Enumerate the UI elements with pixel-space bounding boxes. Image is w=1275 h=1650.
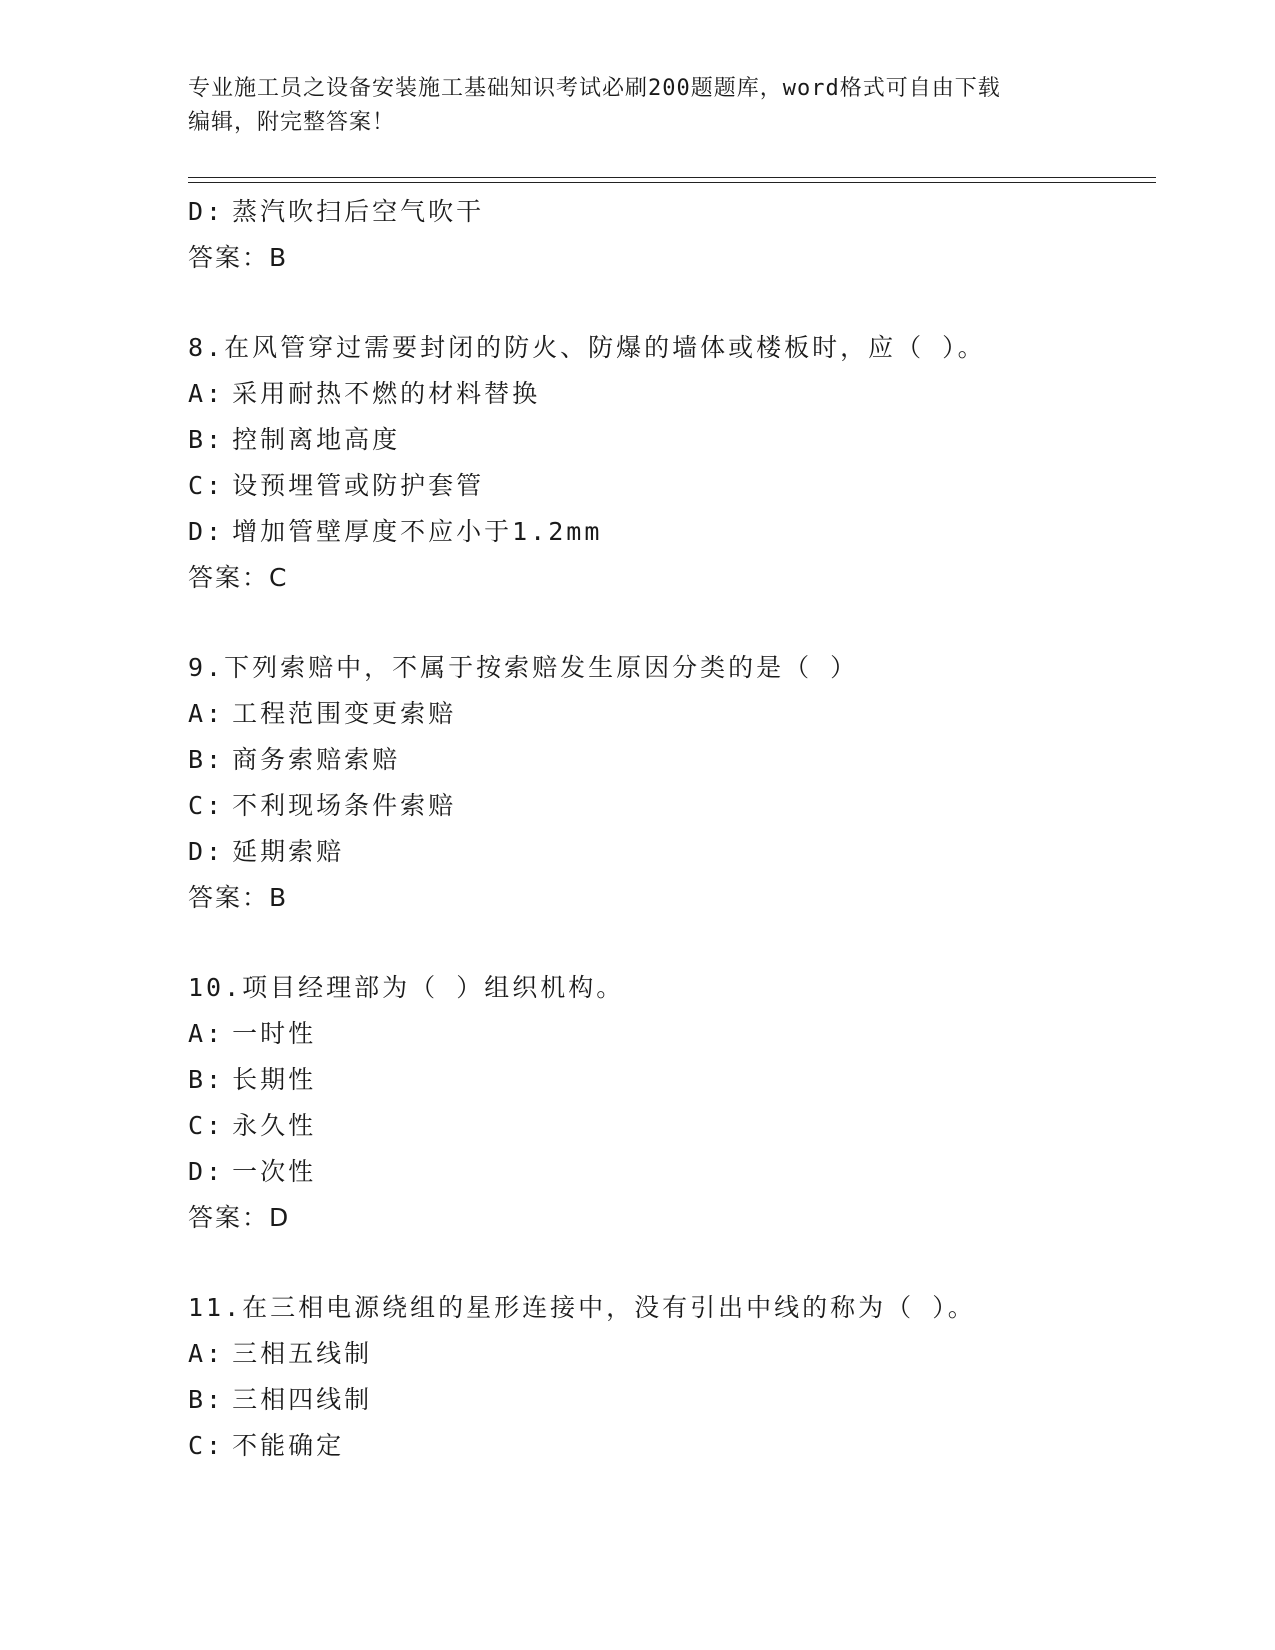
option-label: C: xyxy=(188,471,225,500)
option-text: 三相五线制 xyxy=(232,1339,373,1368)
option-text: 商务索赔索赔 xyxy=(232,745,401,774)
option-label: D: xyxy=(188,1157,225,1186)
spacer xyxy=(188,601,1148,645)
option-label: A: xyxy=(188,1019,225,1048)
option-text: 延期索赔 xyxy=(232,837,345,866)
option-label: C: xyxy=(188,1431,225,1460)
option-a xyxy=(188,691,1148,737)
question-stem: 8.在风管穿过需要封闭的防火、防爆的墙体或楼板时，应（ ）。 xyxy=(188,333,986,362)
option-c xyxy=(188,783,1148,829)
option-text: 一次性 xyxy=(232,1157,317,1186)
question-stem: 10.项目经理部为（ ）组织机构。 xyxy=(188,973,625,1002)
option-label: C: xyxy=(188,791,225,820)
header-line-1: 专业施工员之设备安装施工基础知识考试必刷200题题库，word格式可自由下载 xyxy=(188,76,1001,101)
header-line-2: 编辑，附完整答案！ xyxy=(188,110,396,135)
option-a xyxy=(188,371,1148,417)
option-label: B: xyxy=(188,1385,225,1414)
option-label: D: xyxy=(188,837,225,866)
option-label: A: xyxy=(188,379,225,408)
option-text: 一时性 xyxy=(232,1019,317,1048)
option-text: 增加管壁厚度不应小于1.2mm xyxy=(232,517,603,546)
option-label: B: xyxy=(188,1065,225,1094)
option-b xyxy=(188,1377,1148,1423)
option-label: D: xyxy=(188,197,225,226)
option-text: 设预埋管或防护套管 xyxy=(232,471,485,500)
header-rule-bottom xyxy=(188,182,1156,183)
option-d xyxy=(188,829,1148,875)
answer: 答案：B xyxy=(188,883,289,912)
option-b xyxy=(188,737,1148,783)
option-c xyxy=(188,463,1148,509)
option-label: A: xyxy=(188,699,225,728)
option-label: C: xyxy=(188,1111,225,1140)
option-text: 三相四线制 xyxy=(232,1385,373,1414)
spacer xyxy=(188,1241,1148,1285)
option-c xyxy=(188,1423,1148,1469)
option-text: 长期性 xyxy=(232,1065,317,1094)
spacer xyxy=(188,921,1148,965)
document-header xyxy=(188,72,1088,140)
option-label: B: xyxy=(188,425,225,454)
option-d-q7 xyxy=(188,189,1148,235)
header-rule-top xyxy=(188,177,1156,178)
option-b xyxy=(188,417,1148,463)
option-text: 不能确定 xyxy=(232,1431,345,1460)
question-list xyxy=(188,189,1148,1469)
option-text: 蒸汽吹扫后空气吹干 xyxy=(232,197,485,226)
option-text: 不利现场条件索赔 xyxy=(232,791,457,820)
answer: 答案：C xyxy=(188,563,289,592)
option-label: B: xyxy=(188,745,225,774)
option-label: A: xyxy=(188,1339,225,1368)
option-d xyxy=(188,1149,1148,1195)
option-text: 永久性 xyxy=(232,1111,317,1140)
option-c xyxy=(188,1103,1148,1149)
option-text: 控制离地高度 xyxy=(232,425,401,454)
question-stem: 9.下列索赔中，不属于按索赔发生原因分类的是（ ） xyxy=(188,653,859,682)
option-d xyxy=(188,509,1148,555)
question-stem: 11.在三相电源绕组的星形连接中，没有引出中线的称为（ ）。 xyxy=(188,1293,976,1322)
option-a xyxy=(188,1331,1148,1377)
option-text: 工程范围变更索赔 xyxy=(232,699,457,728)
option-a xyxy=(188,1011,1148,1057)
spacer xyxy=(188,281,1148,325)
option-b xyxy=(188,1057,1148,1103)
option-text: 采用耐热不燃的材料替换 xyxy=(232,379,541,408)
answer: 答案：D xyxy=(188,1203,291,1232)
option-label: D: xyxy=(188,517,225,546)
answer-q7: 答案：B xyxy=(188,243,289,272)
